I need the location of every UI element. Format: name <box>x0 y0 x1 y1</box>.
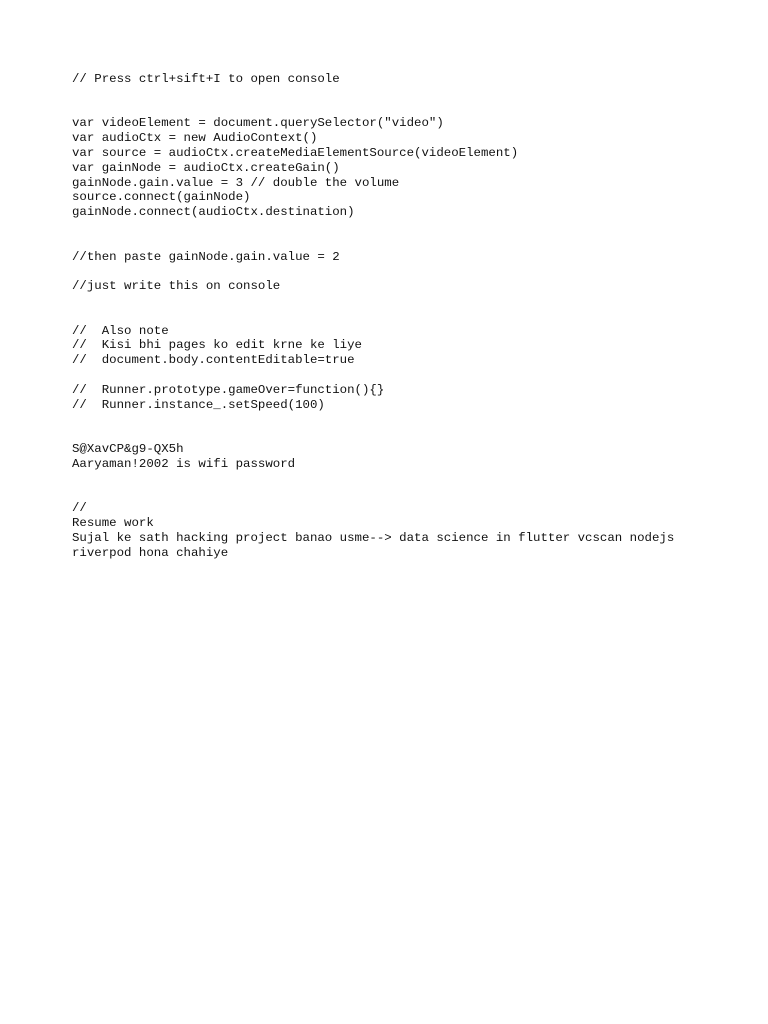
blank-line <box>72 309 712 324</box>
blank-line <box>72 235 712 250</box>
code-line-gain-node: var gainNode = audioCtx.createGain() <box>72 160 340 175</box>
text-line-riverpod-note: riverpod hona chahiye <box>72 545 229 560</box>
blank-line <box>72 427 712 442</box>
document-text <box>72 72 712 560</box>
blank-line <box>72 102 712 117</box>
comment-line-paste: //then paste gainNode.gain.value = 2 <box>72 249 340 264</box>
line-console-tip: // Press ctrl+sift+I to open console <box>72 72 340 86</box>
code-line-source-connect: source.connect(gainNode) <box>72 190 251 205</box>
code-line-gain-connect: gainNode.connect(audioCtx.destination) <box>72 205 355 220</box>
blank-line <box>72 264 712 279</box>
blank-line <box>72 472 712 487</box>
text-line-wifi-password: Aaryaman!2002 is wifi password <box>72 456 296 471</box>
blank-line <box>72 412 712 427</box>
code-line-video-element: var videoElement = document.querySelector("video") <box>72 116 444 131</box>
code-line-source: var source = audioCtx.createMediaElementSource(videoElement) <box>72 145 519 160</box>
text-line-project-note: Sujal ke sath hacking project banao usme--> data science in flutter vcscan nodejs <box>72 530 675 545</box>
comment-line-set-speed: // Runner.instance_.setSpeed(100) <box>72 397 325 412</box>
comment-line-content-editable: // document.body.contentEditable=true <box>72 353 355 368</box>
code-line-audio-ctx: var audioCtx = new AudioContext() <box>72 131 318 146</box>
text-line-code-string: S@XavCP&g9-QX5h <box>72 441 184 456</box>
comment-line-marker: // <box>72 501 87 516</box>
comment-line-also-note: // Also note <box>72 323 169 338</box>
blank-line <box>72 486 712 501</box>
blank-line <box>72 220 712 235</box>
blank-line <box>72 294 712 309</box>
comment-line-game-over: // Runner.prototype.gameOver=function(){} <box>72 382 385 397</box>
blank-line <box>72 87 712 102</box>
comment-line-console: //just write this on console <box>72 279 281 294</box>
blank-line <box>72 368 712 383</box>
comment-line-edit-pages: // Kisi bhi pages ko edit krne ke liye <box>72 338 362 353</box>
code-line-gain-value: gainNode.gain.value = 3 // double the volume <box>72 175 400 190</box>
text-line-resume-work: Resume work <box>72 515 154 530</box>
